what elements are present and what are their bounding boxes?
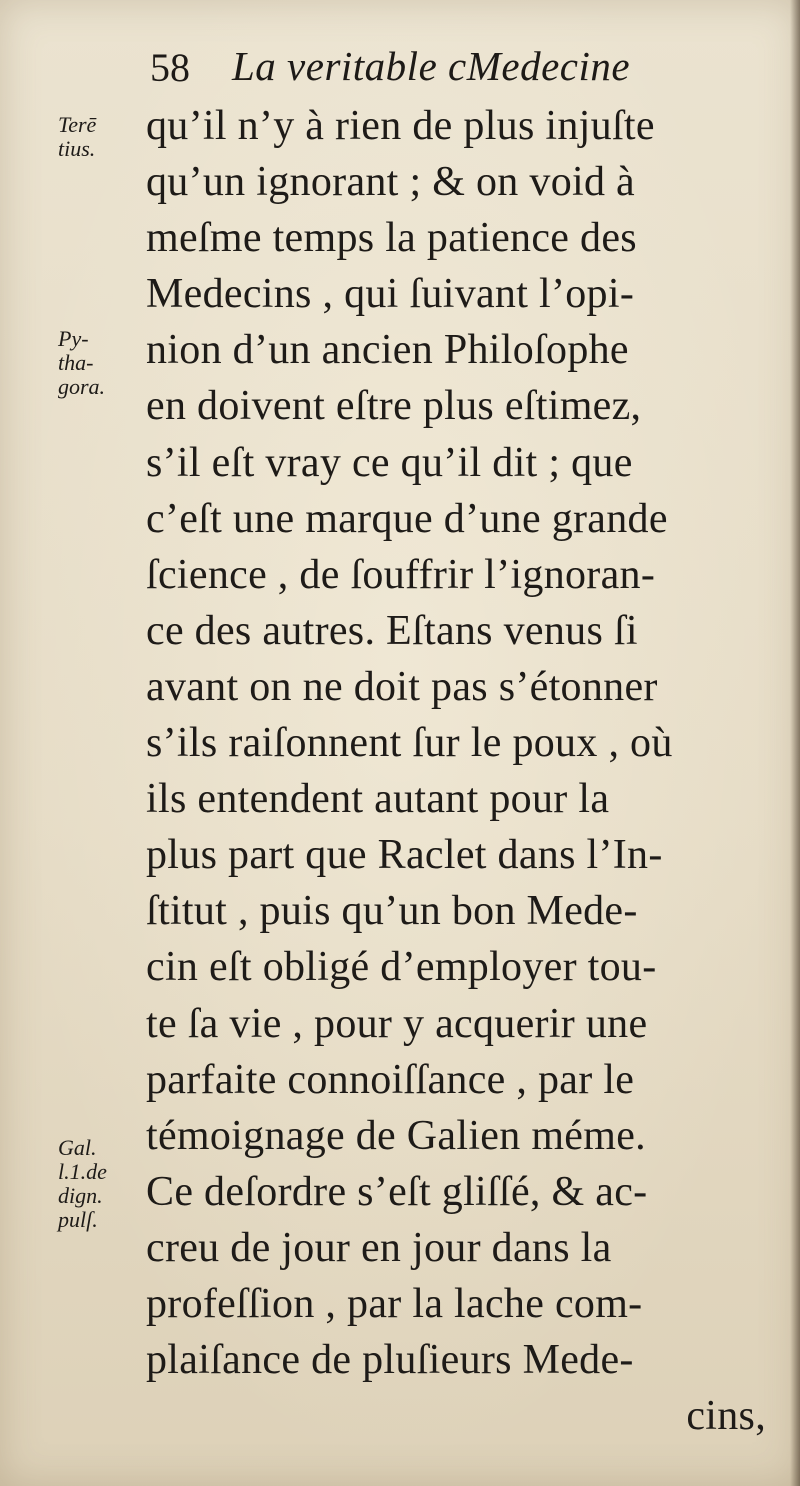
- text-line: ce des autres. Eſtans venus ſi: [146, 607, 638, 654]
- margin-note-line: Py-: [58, 326, 89, 351]
- margin-note-line: tha-: [58, 350, 94, 375]
- text-line: s’il eſt vray ce qu’il dit ; que: [146, 439, 633, 486]
- text-line: te ſa vie , pour y acquerir une: [146, 1000, 648, 1047]
- text-line: s’ils raiſonnent ſur le poux , où: [146, 720, 673, 767]
- margin-note-line: Terē: [58, 112, 97, 137]
- text-line: profeſſion , par la lache com-: [146, 1280, 643, 1327]
- page-header: [150, 38, 750, 98]
- text-line: ſcience , de ſouffrir l’ignoran-: [146, 551, 656, 598]
- text-line: ils entendent autant pour la: [146, 776, 610, 823]
- text-line: témoignage de Galien méme.: [146, 1112, 646, 1159]
- margin-note-pythagora: [58, 327, 138, 399]
- catchword: cins,: [686, 1393, 766, 1440]
- text-line: en doivent eſtre plus eſtimez,: [146, 383, 642, 430]
- running-title: La veritable cMedecine: [232, 43, 631, 89]
- margin-note-line: gora.: [58, 374, 106, 399]
- text-line: qu’il n’y à rien de plus injuſte: [146, 103, 655, 149]
- text-line: plus part que Raclet dans l’In-: [146, 832, 663, 879]
- text-line: Ce deſordre s’eſt gliſſé, & ac-: [146, 1168, 648, 1215]
- text-line: nion d’un ancien Philoſophe: [146, 327, 629, 374]
- text-line: c’eſt une marque d’une grande: [146, 495, 668, 542]
- text-line: creu de jour en jour dans la: [146, 1224, 612, 1271]
- text-line: Medecins , qui ſuivant l’opi-: [146, 271, 635, 318]
- margin-note-terentius: [58, 113, 138, 161]
- text-line: qu’un ignorant ; & on void à: [146, 159, 636, 206]
- text-line: parfaite connoiſſance , par le: [146, 1056, 635, 1103]
- text-line: ſtitut , puis qu’un bon Mede-: [146, 888, 638, 935]
- text-line: meſme temps la patience des: [146, 215, 637, 262]
- page-number: 58: [150, 45, 190, 90]
- margin-note-line: pulſ.: [58, 1207, 98, 1232]
- text-line: cin eſt obligé d’employer tou-: [146, 944, 657, 991]
- margin-note-line: tius.: [58, 136, 96, 161]
- page-edge-shadow: [790, 0, 800, 1486]
- margin-note-galien: [58, 1136, 138, 1232]
- body-text: [146, 98, 766, 1444]
- text-line: plaiſance de pluſieurs Mede-: [146, 1337, 634, 1384]
- margin-note-line: Gal.: [58, 1135, 97, 1160]
- margin-note-line: l.1.de: [58, 1159, 107, 1184]
- text-line: avant on ne doit pas s’étonner: [146, 663, 658, 710]
- margin-note-line: dign.: [58, 1183, 103, 1208]
